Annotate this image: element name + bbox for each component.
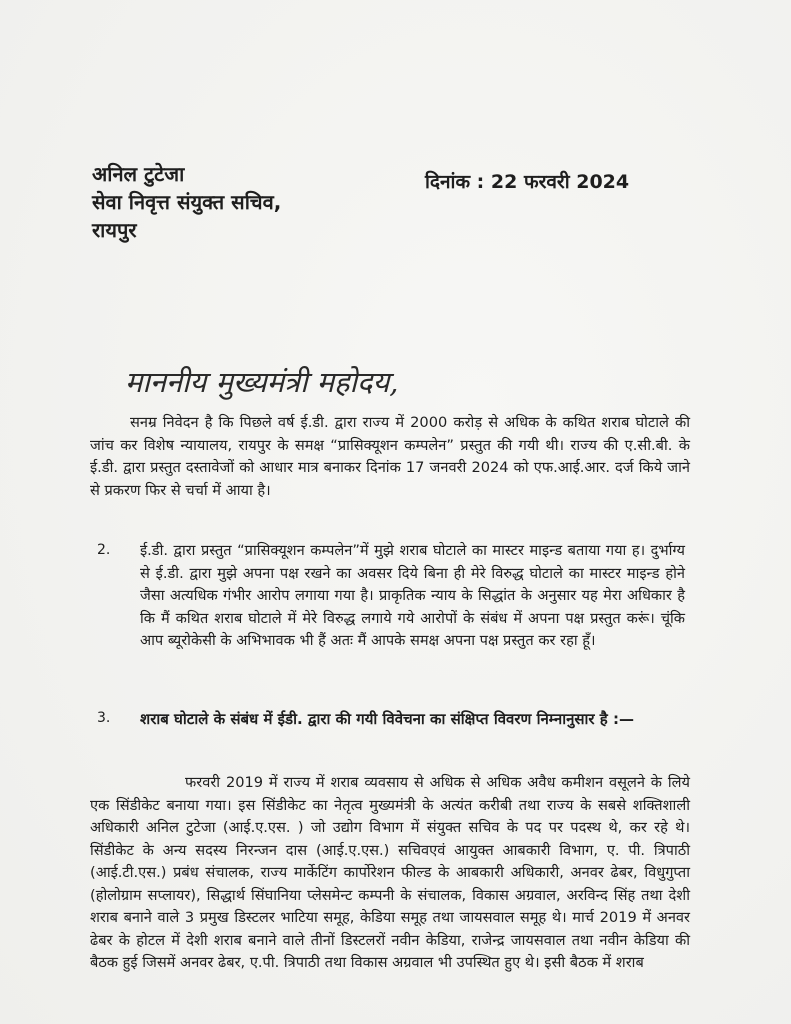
sender-block: [92, 160, 281, 244]
paragraph-3-heading: शराब घोटाले के संबंध में ईडी. द्वारा की गयी विवेचना का संक्षिप्त विवरण निम्नानुसार है :—: [140, 710, 634, 728]
sender-name: अनिल टुटेजा: [92, 162, 185, 186]
paragraph-3-number: 3.: [97, 710, 111, 726]
sender-designation: सेवा निवृत्त संयुक्त सचिव,: [92, 190, 282, 214]
paragraph-2: ई.डी. द्वारा प्रस्तुत “प्रासिक्यूशन कम्पलेन”में मुझे शराब घोटाले का मास्टर माइन्ड बताया गया ह। दुर्भाग्य से ई.डी. द्वारा मुझे अपना पक्ष रखने का अवसर दिये बिना ही मेरे विरुद्ध घोटाले का मास्टर माइन्ड होने जैसा अत्यधिक गंभीर आरोप लगाया गया है। प्राकृतिक न्याय के सिद्धांत के अनुसार यह मेरा अधिकार है कि मैं कथित शराब घोटाले में मेरे विरुद्ध लगाये गये आरोपों के संबंध में अपना पक्ष प्रस्तुत करूं। चूंकि आप ब्यूरोकेसी के अभिभावक भी हैं अतः मैं आपके समक्ष अपना पक्ष प्रस्तुत कर रहा हूँ।: [140, 542, 685, 649]
letter-date: दिनांक : 22 फरवरी 2024: [425, 171, 630, 193]
sender-city: रायपुर: [92, 218, 137, 242]
paragraph-4: फरवरी 2019 में राज्य में शराब व्यवसाय से अधिक से अधिक अवैध कमीशन वसूलने के लिये एक सिंडीकेट बनाया गया। इस सिंडीकेट का नेतृत्व मुख्यमंत्री के अत्यंत करीबी तथा राज्य के सबसे शक्तिशाली अधिकारी अनिल टुटेजा (आई.ए.एस. ) जो उद्योग विभाग में संयुक्त सचिव के पद पर पदस्थ थे, कर रहे थे। सिंडीकेट के अन्य सदस्य निरन्जन दास (आई.ए.एस.) सचिवएवं आयुक्त आबकारी विभाग, ए. पी. त्रिपाठी (आई.टी.एस.) प्रबंध संचालक, राज्य मार्केटिंग कार्पोरेशन फील्ड के आबकारी अधिकारी, अनवर ढेबर, विधुगुप्ता (होलोग्राम सप्लायर), सिद्धार्थ सिंघानिया प्लेसमेन्ट कम्पनी के संचालक, विकास अग्रवाल, अरविन्द सिंह तथा देशी शराब बनाने वाले 3 प्रमुख डिस्टलर भाटिया समूह, केडिया समूह तथा जायसवाल समूह थे। मार्च 2019 में अनवर ढेबर के होटल में देशी शराब बनाने वाले तीनों डिस्टलरों नवीन केडिया, राजेन्द्र जायसवाल तथा नवीन केडिया की बैठक हुई जिसमें अनवर ढेबर, ए.पी. त्रिपाठी तथा विकास अग्रवाल भी उपस्थित हुए थे। इसी बैठक में शराब: [90, 774, 690, 971]
paragraph-1: सनम्र निवेदन है कि पिछले वर्ष ई.डी. द्वारा राज्य में 2000 करोड़ से अधिक के कथित शराब घोटाले की जांच कर विशेष न्यायालय, रायपुर के समक्ष “प्रासिक्यूशन कम्पलेन” प्रस्तुत की गयी थी। राज्य की ए.सी.बी. के ई.डी. द्वारा प्रस्तुत दस्तावेजों को आधार मात्र बनाकर दिनांक 17 जनवरी 2024 को एफ.आई.आर. दर्ज किये जाने से प्रकरण फिर से चर्चा में आया है।: [90, 414, 690, 499]
paragraph-2-number: 2.: [97, 542, 111, 558]
salutation-handwritten: माननीय मुख्यमंत्री महोदय,: [125, 365, 399, 399]
